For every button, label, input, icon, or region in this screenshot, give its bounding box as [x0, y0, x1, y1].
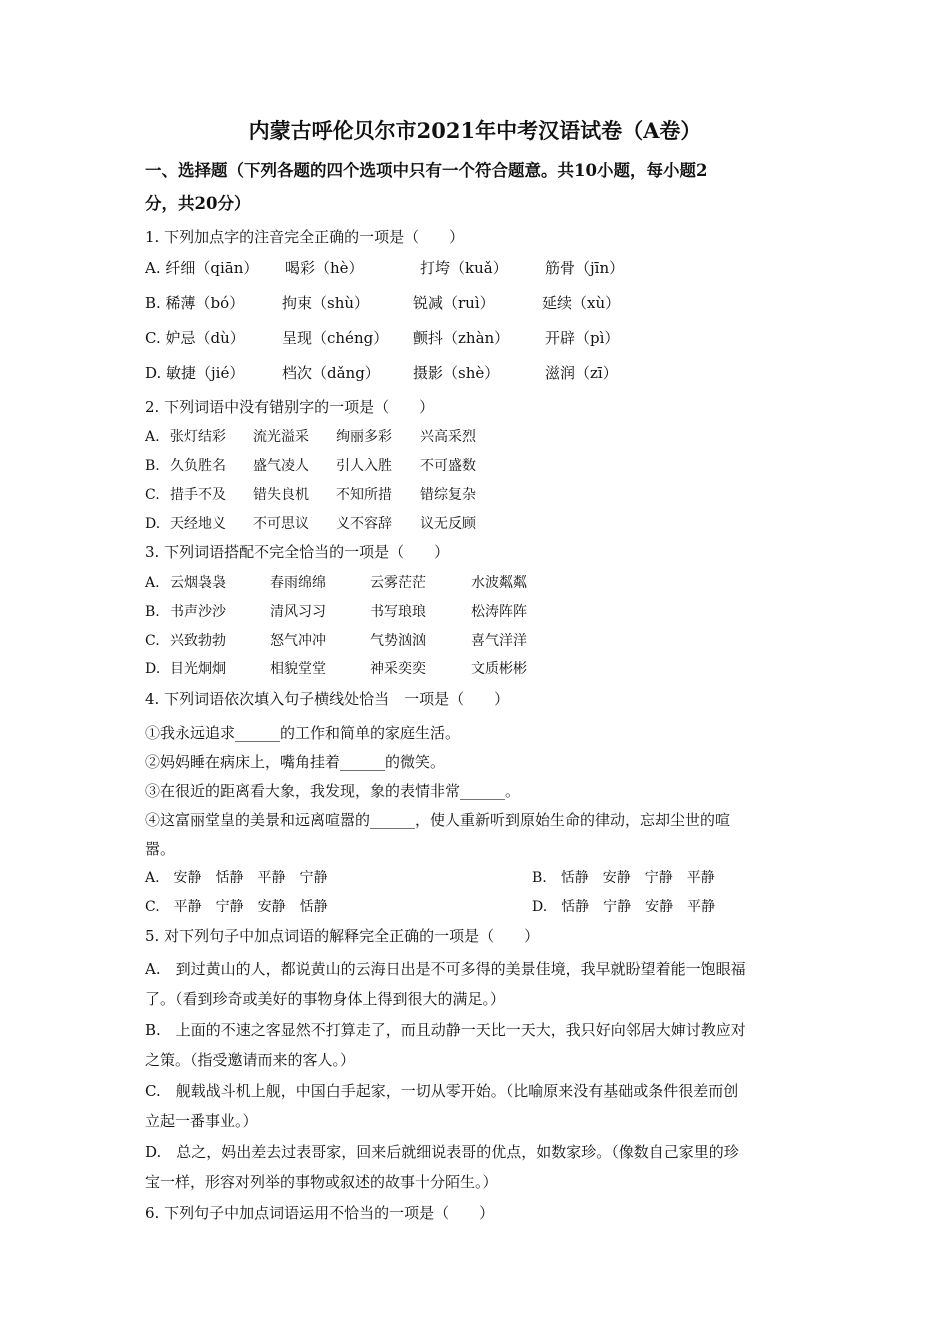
q3-option-b-word3: 书写琅琅 [370, 604, 426, 620]
q2-option-a-word2: 流光溢采 [253, 429, 309, 445]
q3-option-a-word2: 春雨绵绵 [270, 575, 326, 591]
q4-sentence-4: ④这富丽堂皇的美景和远离喧嚣的______，使人重新听到原始生命的律动，忘却尘世的喧 [145, 811, 731, 829]
q5-stem: 5. 对下列句子中加点词语的解释完全正确的一项是（ ） [145, 927, 540, 945]
q3-option-d-word3: 神采奕奕 [370, 661, 426, 677]
q2-option-d-word4: 议无反顾 [420, 516, 476, 532]
q4-option-a: A. 安静 恬静 平静 宁静 [145, 870, 328, 886]
q4-option-c: C. 平静 宁静 安静 恬静 [145, 899, 328, 915]
q5-option-c-line-1: C. 舰载战斗机上舰，中国白手起家，一切从零开始。（比喻原来没有基础或条件很差而创 [145, 1082, 739, 1100]
q5-option-d-line-2: 宝一样，形容对列举的事物或叙述的故事十分陌生。） [145, 1173, 498, 1191]
q2-option-c-word1: 措手不及 [170, 487, 226, 503]
q2-option-d-word2: 不可思议 [253, 516, 309, 532]
q3-option-c-word2: 怒气冲冲 [270, 633, 326, 649]
q1-option-c-word1: C. 妒忌（dù） [145, 329, 245, 347]
q1-option-d-word3: 摄影（shè） [413, 364, 500, 382]
q4-option-b: B. 恬静 安静 宁静 平静 [532, 870, 715, 886]
q5-option-b-line-2: 之策。（指受邀请而来的客人。） [145, 1051, 356, 1069]
q5-option-a-line-2: 了。（看到珍奇或美好的事物身体上得到很大的满足。） [145, 990, 506, 1008]
q2-option-b-label: B. [145, 458, 160, 474]
q2-option-d-label: D. [145, 516, 161, 532]
q3-option-c-word3: 气势汹汹 [370, 633, 426, 649]
q3-option-b-label: B. [145, 604, 160, 620]
q2-option-b-word4: 不可盛数 [420, 458, 476, 474]
q6-stem: 6. 下列句子中加点词语运用不恰当的一项是（ ） [145, 1204, 495, 1222]
q2-option-a-word4: 兴高采烈 [420, 429, 476, 445]
q5-option-d-line-1: D. 总之，妈出差去过表哥家，回来后就细说表哥的优点，如数家珍。（像数自己家里的珍 [145, 1143, 739, 1161]
q4-sentence-3: ③在很近的距离看大象，我发现，象的表情非常______。 [145, 782, 521, 800]
q5-option-c-line-2: 立起一番事业。） [145, 1112, 258, 1130]
q2-option-c-word4: 错综复杂 [420, 487, 476, 503]
q2-option-a-word3: 绚丽多彩 [336, 429, 392, 445]
q5-option-b-line-1: B. 上面的不速之客显然不打算走了，而且动静一天比一天大，我只好向邻居大婶讨教应对 [145, 1021, 746, 1039]
q3-option-d-word1: 目光炯炯 [170, 661, 226, 677]
q2-option-a-word1: 张灯结彩 [170, 429, 226, 445]
q3-option-d-word2: 相貌堂堂 [270, 661, 326, 677]
q2-option-c-word3: 不知所措 [336, 487, 392, 503]
q4-sentence-1: ①我永远追求______的工作和简单的家庭生活。 [145, 724, 461, 742]
q2-option-d-word1: 天经地义 [170, 516, 226, 532]
q2-option-b-word2: 盛气凌人 [253, 458, 309, 474]
q4-stem: 4. 下列词语依次填入句子横线处恰当 一项是（ ） [145, 690, 510, 708]
q3-option-a-word4: 水波粼粼 [471, 575, 527, 591]
q1-option-b-word1: B. 稀薄（bó） [145, 294, 245, 312]
q2-option-c-label: C. [145, 487, 160, 503]
q3-option-b-word2: 清风习习 [270, 604, 326, 620]
q1-option-c-word4: 开辟（pì） [545, 329, 620, 347]
q4-option-d: D. 恬静 宁静 安静 平静 [532, 899, 716, 915]
q2-option-d-word3: 义不容辞 [336, 516, 392, 532]
q5-option-a-line-1: A. 到过黄山的人，都说黄山的云海日出是不可多得的美景佳境，我早就盼望着能一饱眼福 [145, 960, 746, 978]
q3-option-a-word3: 云雾茫茫 [370, 575, 426, 591]
q3-stem: 3. 下列词语搭配不完全恰当的一项是（ ） [145, 543, 450, 561]
q1-option-c-word2: 呈现（chéng） [282, 329, 389, 347]
q2-stem: 2. 下列词语中没有错别字的一项是（ ） [145, 398, 435, 416]
q1-option-a-word1: A. 纤细（qiān） [145, 259, 259, 277]
q1-option-a-word2: 喝彩（hè） [285, 259, 364, 277]
q2-option-a-label: A. [145, 429, 160, 445]
q1-option-a-word3: 打垮（kuǎ） [420, 259, 508, 277]
q3-option-c-word1: 兴致勃勃 [170, 633, 226, 649]
section-heading-line-2: 分，共20分） [145, 194, 251, 213]
q1-option-d-word2: 档次（dǎng） [282, 364, 380, 382]
q3-option-b-word4: 松涛阵阵 [471, 604, 527, 620]
q2-option-b-word1: 久负胜名 [170, 458, 226, 474]
q2-option-b-word3: 引人入胜 [336, 458, 392, 474]
q4-sentence-2: ②妈妈睡在病床上，嘴角挂着______的微笑。 [145, 753, 446, 771]
section-heading-line-1: 一、选择题（下列各题的四个选项中只有一个符合题意。共10小题，每小题2 [145, 161, 708, 180]
q3-option-c-word4: 喜气洋洋 [471, 633, 527, 649]
q1-option-b-word2: 拘束（shù） [282, 294, 370, 312]
q2-option-c-word2: 错失良机 [253, 487, 309, 503]
q3-option-d-word4: 文质彬彬 [471, 661, 527, 677]
q3-option-a-label: A. [145, 575, 160, 591]
page-title: 内蒙古呼伦贝尔市2021年中考汉语试卷（A卷） [248, 118, 702, 143]
q4-sentence-4-cont: 嚣。 [145, 840, 176, 858]
q3-option-d-label: D. [145, 661, 161, 677]
q1-option-a-word4: 筋骨（jīn） [545, 259, 625, 277]
q3-option-b-word1: 书声沙沙 [170, 604, 226, 620]
q1-stem: 1. 下列加点字的注音完全正确的一项是（ ） [145, 228, 465, 246]
q3-option-a-word1: 云烟袅袅 [170, 575, 226, 591]
q3-option-c-label: C. [145, 633, 160, 649]
q1-option-b-word3: 锐减（ruì） [413, 294, 495, 312]
q1-option-c-word3: 颤抖（zhàn） [413, 329, 510, 347]
q1-option-d-word4: 滋润（zī） [545, 364, 618, 382]
q1-option-d-word1: D. 敏捷（jié） [145, 364, 245, 382]
q1-option-b-word4: 延续（xù） [542, 294, 621, 312]
